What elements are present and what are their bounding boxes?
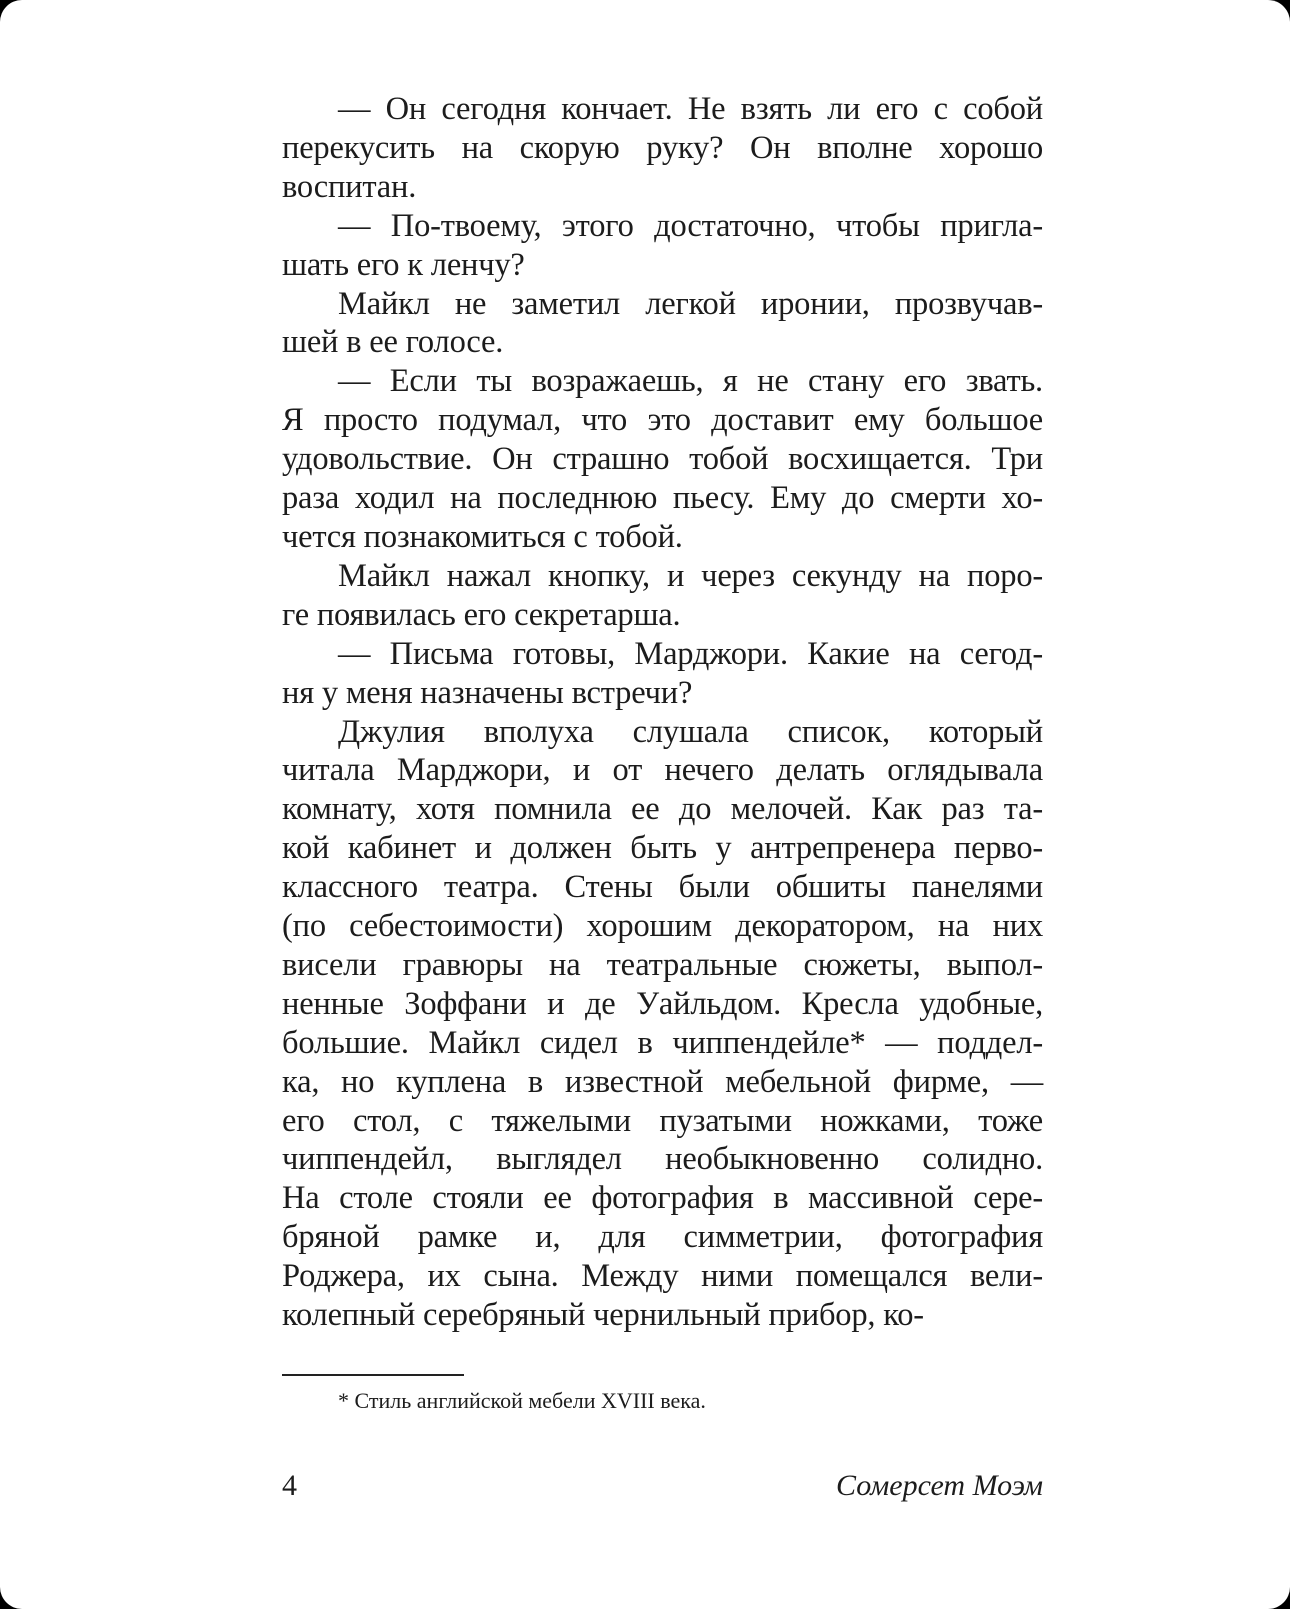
paragraph	[282, 635, 1043, 713]
text-line: ге появилась его секретарша.	[282, 596, 681, 633]
text-line: — Если ты возражаешь, я не стану его звать.	[338, 363, 1043, 400]
text-line: кой кабинет и должен быть у антрепренера перво-	[282, 830, 1043, 867]
body-text	[282, 90, 1043, 1335]
text-line: Майкл нажал кнопку, и через секунду на поро-	[338, 557, 1043, 594]
paragraph	[282, 285, 1043, 363]
paragraph	[282, 362, 1043, 557]
text-line: большие. Майкл сидел в чиппендейле* — поддел-	[282, 1024, 1043, 1061]
text-line: читала Марджори, и от нечего делать оглядывала	[282, 752, 1043, 789]
text-line: колепный серебряный чернильный прибор, ко-	[282, 1297, 924, 1334]
text-line: удовольствие. Он страшно тобой восхищается. Три	[282, 441, 1043, 478]
text-line: раза ходил на последнюю пьесу. Ему до смерти хо-	[282, 480, 1043, 517]
text-line: ка, но куплена в известной мебельной фирме, —	[282, 1063, 1043, 1100]
running-author: Сомерсет Моэм	[836, 1469, 1043, 1502]
text-line: комнату, хотя помнила ее до мелочей. Как раз та-	[282, 791, 1043, 828]
text-line: шей в ее голосе.	[282, 324, 504, 361]
text-line: ня у меня назначены встречи?	[282, 674, 693, 711]
text-line: воспитан.	[282, 168, 417, 205]
text-line: Я просто подумал, что это доставит ему большое	[282, 402, 1043, 439]
footnote-separator	[282, 1374, 464, 1376]
text-line: его стол, с тяжелыми пузатыми ножками, тоже	[282, 1102, 1043, 1139]
paragraph	[282, 713, 1043, 1336]
paragraph	[282, 207, 1043, 285]
text-line: ненные Зоффани и де Уайльдом. Кресла удобные,	[282, 985, 1043, 1022]
text-line: висели гравюры на театральные сюжеты, выпол-	[282, 946, 1043, 983]
text-line: Роджера, их сына. Между ними помещался вели-	[282, 1258, 1043, 1295]
paragraph	[282, 557, 1043, 635]
page-number: 4	[282, 1469, 297, 1502]
text-line: Майкл не заметил легкой иронии, прозвучав-	[338, 285, 1043, 322]
text-line: шать его к ленчу?	[282, 246, 525, 283]
text-line: (по себестоимости) хорошим декоратором, на них	[282, 908, 1043, 945]
text-line: перекусить на скорую руку? Он вполне хорошо	[282, 129, 1043, 166]
text-line: — Он сегодня кончает. Не взять ли его с собой	[338, 91, 1043, 127]
footnote: * Стиль английской мебели XVIII века.	[338, 1388, 706, 1413]
text-line: — По-твоему, этого достаточно, чтобы пригла-	[338, 207, 1043, 244]
text-line: чется познакомиться с тобой.	[282, 518, 683, 555]
text-line: чиппендейл, выглядел необыкновенно солидно.	[282, 1141, 1043, 1178]
paragraph	[282, 90, 1043, 207]
text-line: бряной рамке и, для симметрии, фотография	[282, 1219, 1043, 1256]
text-line: классного театра. Стены были обшиты панелями	[282, 869, 1043, 906]
text-line: На столе стояли ее фотография в массивной сере-	[282, 1180, 1043, 1217]
text-line: — Письма готовы, Марджори. Какие на сегод-	[338, 635, 1043, 672]
text-line: Джулия вполуха слушала список, который	[338, 713, 1043, 750]
